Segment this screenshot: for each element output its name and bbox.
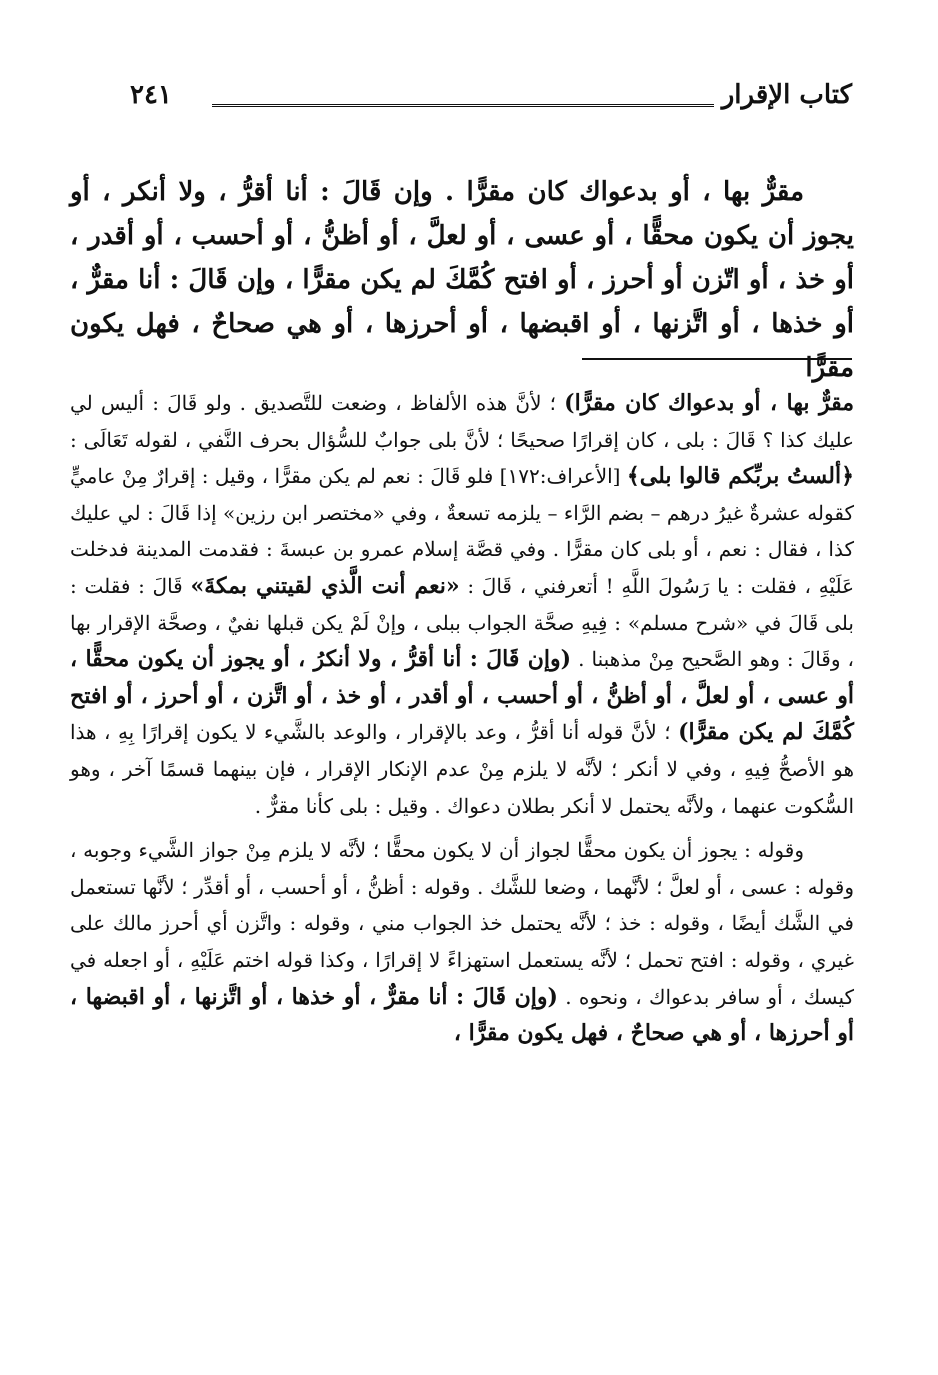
main-text-paragraph: مقرٌّ بها ، أو بدعواك كان مقرًّا . وإن قَالَ : أنا أقرُّ ، ولا أنكر ، أو يجوز أن يكون محقًّا ، أو عسى ، أو لعلَّ ، أو أظنُّ ، أو أحسب ، أو أقدر ، أو خذ ، أو اتّزن أو أحرز ، أو افتح كُمَّكَ لم يكن مقرًّا ، وإن قَالَ : أنا مقرٌّ ، أو خذها ، أو اتَّزنها ، أو اقبضها ، أو أحرزها ، أو هي صحاحٌ ، فهل يكون مقرًّا bbox=[70, 177, 854, 383]
quran-verse: ﴿ألستُ بربِّكم قالوا بلى﴾ bbox=[626, 463, 855, 490]
running-title: كتاب الإقرار bbox=[721, 80, 852, 110]
page-number: ٢٤١ bbox=[130, 80, 172, 110]
page-header bbox=[130, 80, 852, 124]
commentary-text: وقوله : يجوز أن يكون محقًّا لجواز أن لا يكون محقًّا ؛ لأنَّه لا يلزم مِنْ جواز الشَّيء وجوبه ، وقوله : عسى ، أو لعلَّ ؛ لأنَّهما ، وضعا للشَّك . وقوله : أظنُّ ، أو أحسب ، أو أقدِّر ؛ لأنَّها تستعمل في الشَّك أيضًا ، وقوله : خذ ؛ لأنَّه يحتمل خذ الجواب مني ، وقوله : واتَّزن أي أحرز مالك على غيري ، وقوله : افتح تحمل ؛ لأنَّه يستعمل استهزاءً لا إقرارًا ، وكذا قوله اختم عَلَيْهِ ، أو اجعله في كيسك ، أو سافر بدعواك ، ونحوه . bbox=[70, 838, 855, 1009]
commentary-paragraph-2 bbox=[70, 832, 854, 1052]
quoted-main-text: (وإن قَالَ : أنا أقرُّ ، ولا أنكرُ ، أو يجوز أن يكون محقًّا ، أو عسى ، أو لعلَّ ، أو أظنُّ ، أو أحسب ، أو أقدر ، أو خذ ، أو اتَّزن ، أو أحرز ، أو افتح كُمَّكَ لم يكن مقرًّا) bbox=[70, 646, 854, 746]
commentary bbox=[70, 385, 854, 1052]
commentary-text: ؛ لأنَّ قوله أنا أقرُّ ، وعد بالإقرار ، والوعد بالشَّيء لا يكون إقرارًا بِهِ ، هذا هو الأصحُّ فِيهِ ، وفي لا أنكر ؛ لأنَّه لا يلزم مِنْ عدم الإنكار الإقرار ، فإن بينهما قسمًا آخر ، وهو السُّكوت عنهما ، ولأنَّه يحتمل لا أنكر بطلان دعواك . وقيل : بلى كأنا مقرٌّ . bbox=[70, 720, 854, 818]
commentary-paragraph-1 bbox=[70, 385, 854, 824]
commentary-text: ؛ لأنَّ هذه الألفاظ ، وضعت للتَّصديق . ولو قَالَ : أليس لي عليك كذا ؟ قَالَ : بلى ، كان إقرارًا صحيحًا ؛ لأنَّ بلى جوابٌ للسُّؤال بحرف النَّفي ، لقوله تَعَالَى : bbox=[70, 391, 854, 452]
quoted-main-text: (وإن قَالَ : أنا مقرٌّ ، أو خذها ، أو اتَّزنها ، أو اقبضها ، أو أحرزها ، أو هي صحاحٌ ، فهل يكون مقرًّا ، bbox=[70, 983, 854, 1047]
commentary-text: [الأعراف:١٧٢] فلو قَالَ : نعم لم يكن مقرًّا ، وقيل : إقرارٌ مِنْ عاميٍّ كقوله عشرةٌ غيرُ درهم – بضم الرَّاء – يلزمه تسعةٌ ، وفي «مختصر ابن رزين» إذا قَالَ : لي عليك كذا ، فقال : نعم ، أو بلى كان مقرًّا . وفي قصَّة إسلام عمرو بن عبسةَ : فقدمت المدينة فدخلت عَلَيْهِ ، فقلت : يا رَسُولَ اللَّهِ ! أتعرفني ، قَالَ : bbox=[70, 464, 855, 598]
quoted-main-text: مقرٌّ بها ، أو بدعواك كان مقرًّا) bbox=[564, 390, 855, 416]
footnote-separator bbox=[582, 358, 852, 360]
header-rule bbox=[212, 104, 714, 109]
commentary-text: قَالَ : فقلت : بلى قَالَ في «شرح مسلم» : فِيهِ صحَّة الجواب ببلى ، وإنْ لَمْ يكن قبلها نفيٌ ، وصحَّة الإقرار بها ، وقَالَ : وهو الصَّحيح مِنْ مذهبنا . bbox=[70, 573, 855, 672]
hadith-quote: «نعم أنت الَّذي لقيتني بمكةَ» bbox=[190, 572, 460, 599]
main-text bbox=[70, 170, 854, 390]
